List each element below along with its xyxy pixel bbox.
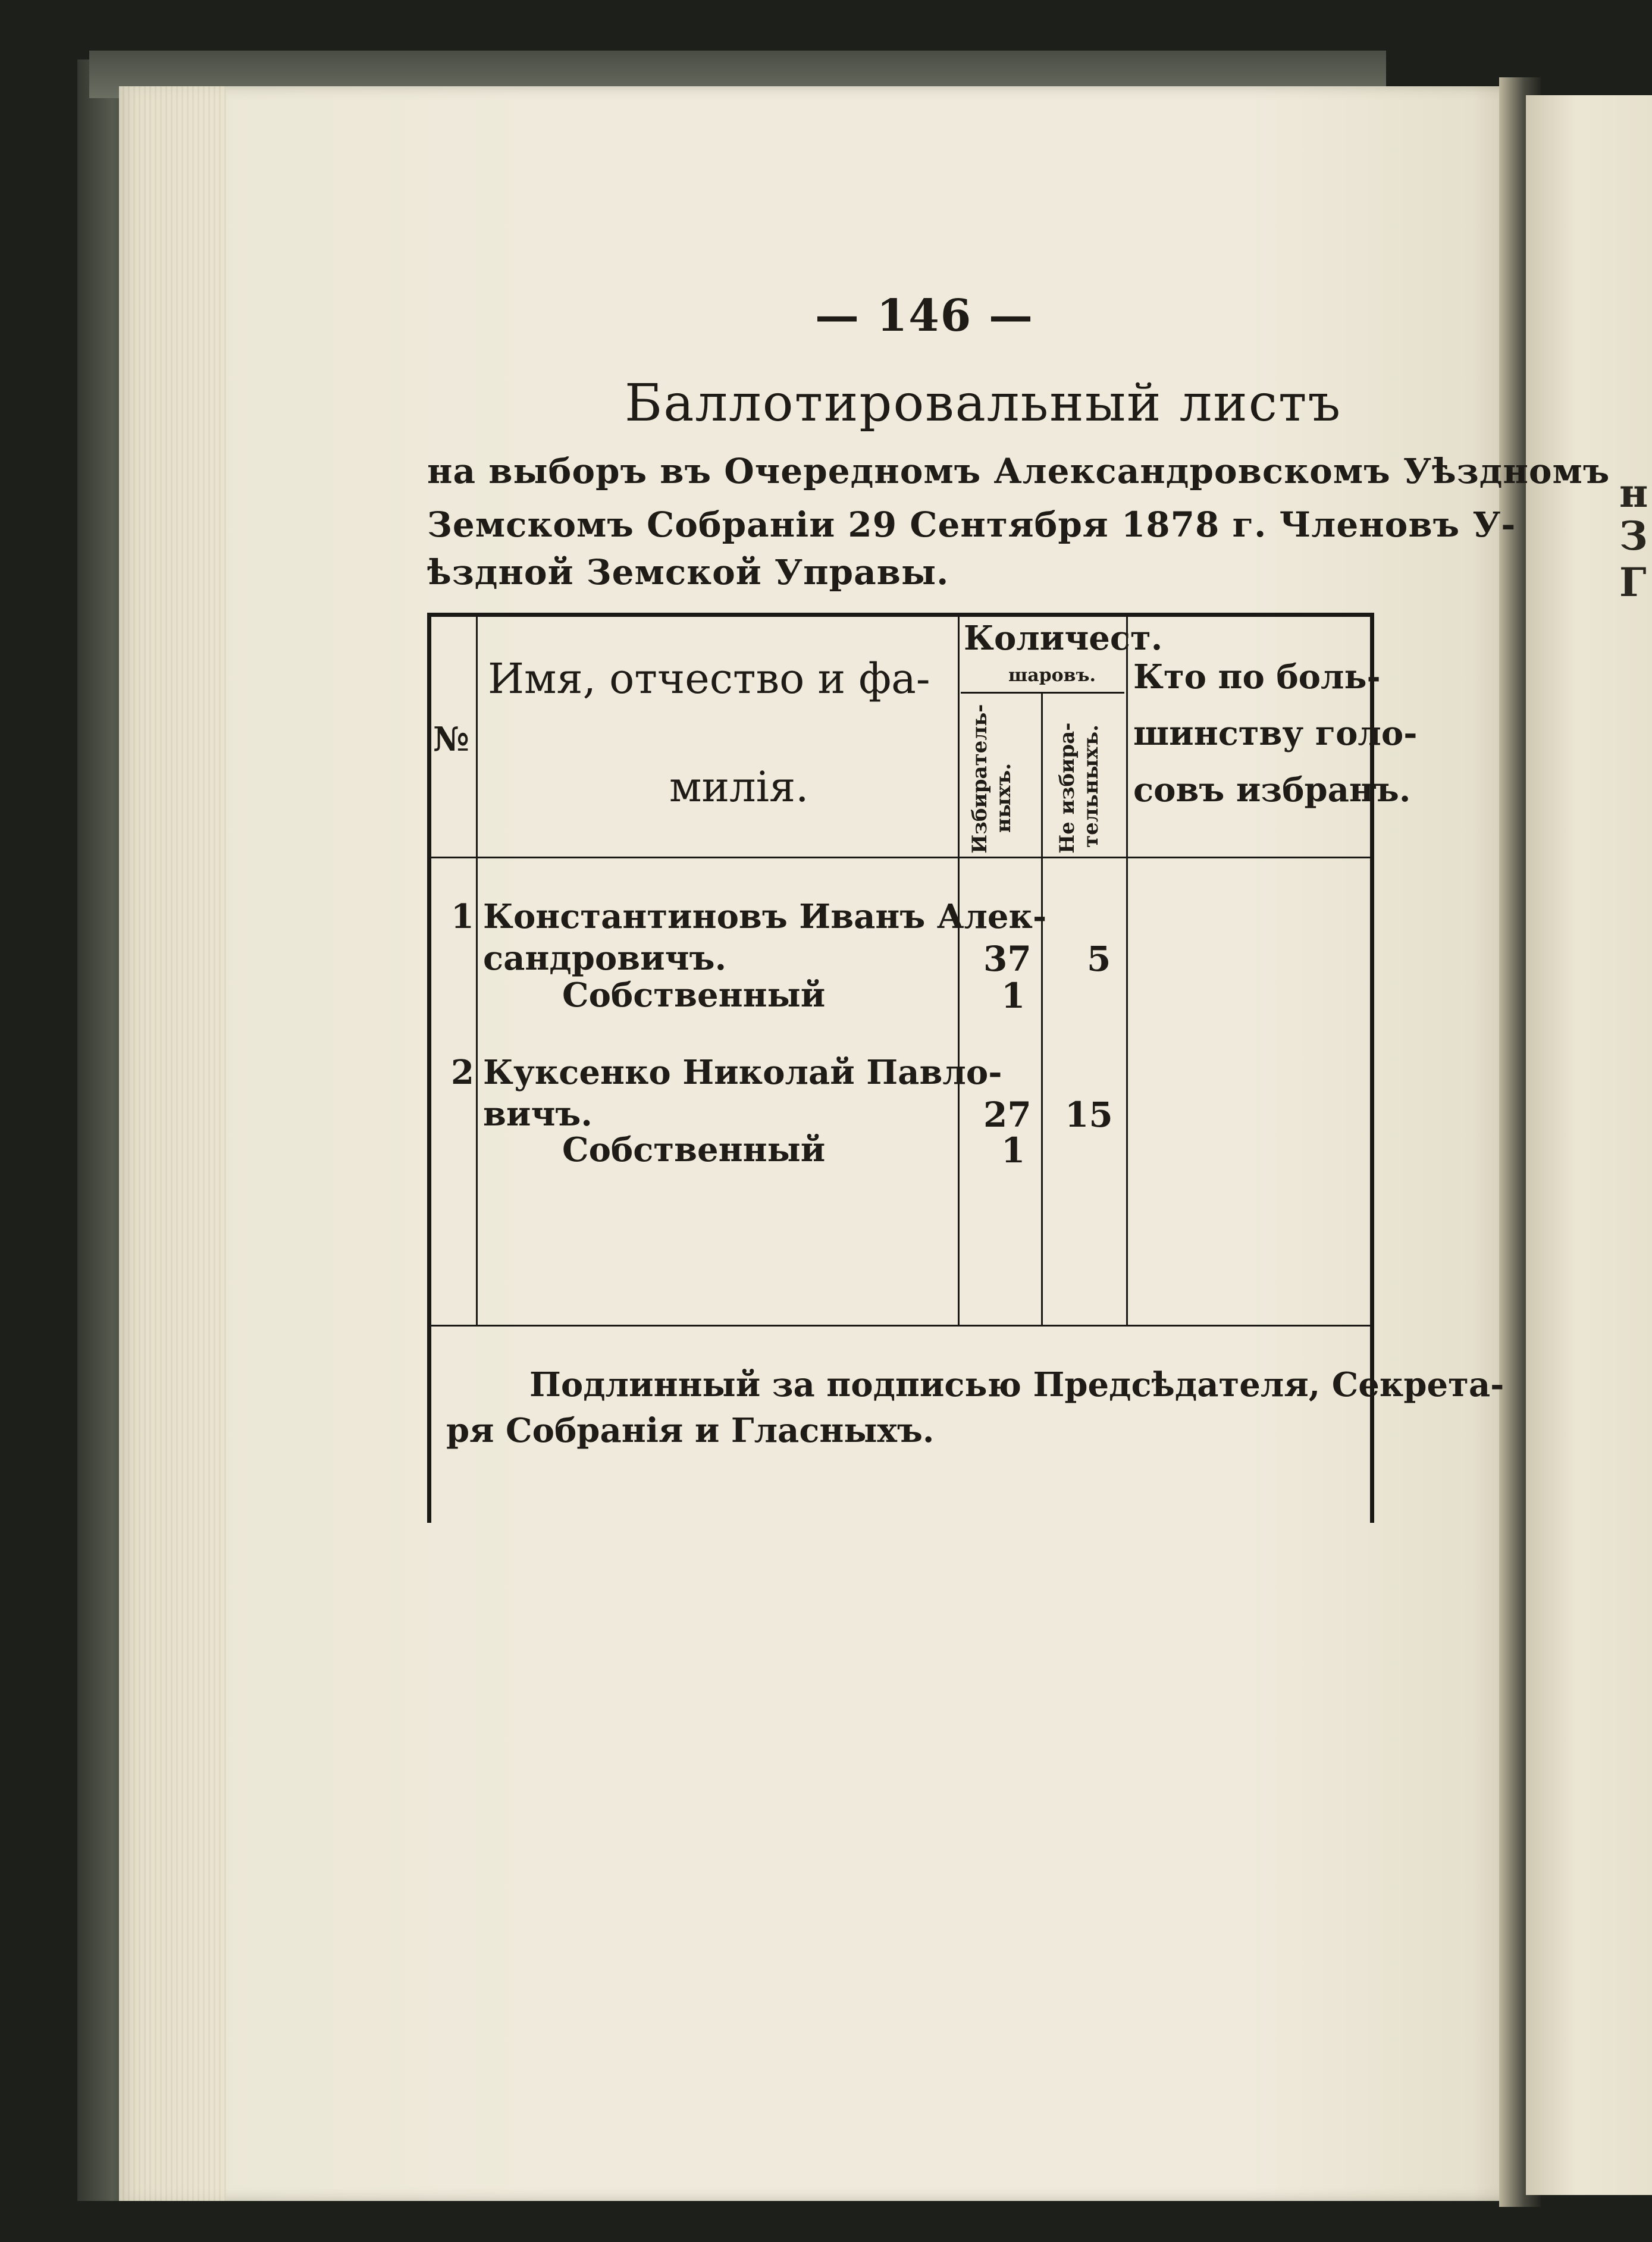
row-1-name-line1: Константиновъ Иванъ Алек- [483,897,1047,936]
footer-line: Подлинный за подписью Предсѣдателя, Секрета- [529,1365,1504,1404]
row-1-not-electing: 5 [1087,939,1111,979]
row-2-name-line2: вичъ. [483,1095,593,1134]
header-balls-line1: Количест. [964,619,1163,658]
row-2-own-label: Собственный [562,1130,826,1169]
header-name-line1: Имя, отчество и фа- [488,654,930,703]
header-electing-line2: ныхъ. [992,763,1015,833]
header-not-electing-line2: тельныхъ. [1079,725,1103,848]
col-divider-balls [1041,693,1043,1325]
header-name-line2: милія. [669,763,809,811]
row-2-not-electing: 15 [1065,1095,1113,1135]
balls-subheader-rule [961,692,1124,694]
subtitle-line: Земскомъ Собраніи 29 Сентября 1878 г. Членовъ У- [427,504,1516,545]
header-not-electing-line1: Не избира- [1055,722,1079,854]
table-top-rule [427,613,1374,617]
footer-line: ря Собранія и Гласныхъ. [446,1411,935,1450]
subtitle-line: ѣздной Земской Управы. [427,552,949,592]
col-divider-no [476,617,478,1325]
header-bottom-rule [431,857,1370,858]
next-page-letter: Г [1619,559,1647,606]
row-1-own-value: 1 [1001,976,1026,1016]
row-2-name-line1: Куксенко Николай Павло- [483,1053,1002,1092]
row-1-electing: 37 [983,939,1032,979]
next-page [1526,95,1652,2195]
header-number: № [433,720,469,759]
page-title: Баллотировальный листъ [625,374,1342,433]
col-divider-name [958,617,960,1325]
header-balls-line2: шаровъ. [1008,665,1096,686]
col-divider-elected [1126,617,1128,1325]
next-page-letter: З [1619,513,1648,559]
header-elected-line1: Кто по боль- [1133,657,1381,697]
header-electing-line1: Избиратель- [968,704,992,854]
header-elected-line2: шинству голо- [1133,714,1418,753]
table-bottom-rule [431,1325,1370,1327]
row-2-own-value: 1 [1001,1130,1026,1171]
subtitle-line: на выборъ въ Очередномъ Александровскомъ Уѣздномъ [427,451,1610,491]
row-1-own-label: Собственный [562,976,826,1015]
table-left-rule [427,613,431,1523]
header-elected-line3: совъ избранъ. [1133,770,1411,810]
page-edge [119,86,226,2201]
row-2-electing: 27 [983,1095,1032,1135]
row-1-number: 1 [451,897,474,936]
page-number: — 146 — [815,290,1034,341]
row-1-name-line2: сандровичъ. [483,939,727,978]
row-2-number: 2 [451,1053,474,1092]
next-page-letter: н [1619,470,1648,516]
